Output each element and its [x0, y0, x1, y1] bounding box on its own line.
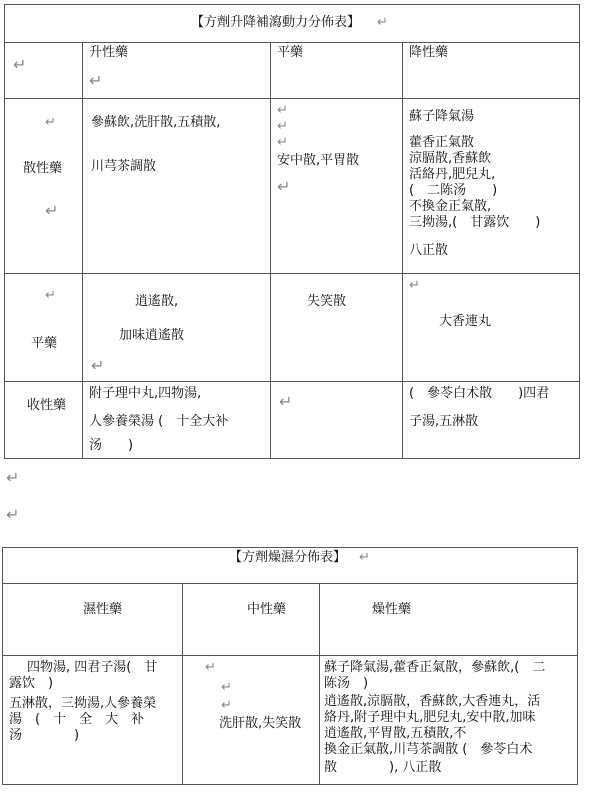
cell-flat-flat	[271, 274, 403, 382]
return-mark-icon: ↵	[205, 660, 216, 675]
return-mark-icon: ↵	[45, 288, 56, 303]
table1-title: 【方劑升降補瀉動力分佈表】	[191, 15, 361, 30]
col-header-dry: 燥性藥	[372, 602, 412, 617]
table2-col-dry	[320, 584, 578, 656]
formula-text: 涼膈散,香蘇飲	[409, 151, 492, 166]
formula-text: 逍遙散,平胃散,五積散,不	[324, 726, 467, 741]
formula-text: 附子理中丸,四物湯,	[89, 386, 202, 401]
col-header-up: 升性藥	[89, 45, 129, 60]
formula-text: 安中散,平胃散	[277, 153, 360, 168]
return-mark-icon: ↵	[221, 680, 232, 695]
table-dry-wet	[2, 547, 578, 785]
formula-text: 加味逍遙散	[119, 328, 185, 343]
formula-text: 子湯,五淋散	[409, 414, 479, 429]
return-mark-icon: ↵	[277, 119, 288, 134]
formula-text: 三拗湯,( 甘露饮 )	[409, 215, 541, 230]
cell-wet	[3, 656, 183, 785]
table1-col-flat	[271, 43, 403, 99]
formula-text: 逍遙散,涼膈散，香蘇飲,大香連丸，活	[324, 694, 541, 709]
formula-text: 人參養榮湯 ( 十全大补	[89, 414, 229, 429]
col-header-flat: 平藥	[277, 45, 304, 60]
return-mark-icon: ↵	[89, 71, 103, 90]
formula-text: 四物湯, 四君子湯( 甘	[27, 660, 158, 675]
formula-text: 散 ), 八正散	[324, 760, 442, 775]
cell-shou-up	[83, 382, 271, 459]
col-header-mid: 中性藥	[247, 602, 287, 617]
row-san-header	[5, 99, 83, 274]
formula-text: 八正散	[409, 243, 449, 258]
return-mark-icon: ↵	[277, 103, 288, 118]
cell-dry	[320, 656, 578, 785]
formula-text: 失笑散	[307, 294, 347, 309]
row-header-flat: 平藥	[31, 336, 58, 351]
row-header-shou: 收性藥	[27, 398, 67, 413]
return-mark-icon: ↵	[6, 468, 20, 487]
table1-corner	[5, 43, 83, 99]
table1-col-up	[83, 43, 271, 99]
formula-text: 逍遙散,	[135, 294, 179, 309]
table-ascend-descend	[4, 4, 580, 459]
formula-text: 參蘇飲,洗肝散,五積散,	[91, 115, 221, 130]
formula-text: 露饮 )	[9, 676, 54, 691]
formula-text: 蘇子降氣湯	[409, 109, 475, 124]
formula-text: 活絡丹,肥兒丸,	[409, 167, 496, 182]
formula-text: 湯 ( 十 全 大 补	[9, 712, 145, 727]
formula-text: 蘇子降氣湯,藿香正氣散，參蘇飲,( 二	[324, 660, 546, 675]
formula-text: ( 參苓白术散 )四君	[409, 386, 550, 401]
formula-text: 不換金正氣散,	[409, 199, 492, 214]
cell-san-down	[403, 99, 580, 274]
return-mark-icon: ↵	[277, 177, 291, 196]
cell-san-up	[83, 99, 271, 274]
table2-col-mid	[183, 584, 320, 656]
return-mark-icon: ↵	[409, 278, 420, 293]
row-shou-header	[5, 382, 83, 459]
formula-text: 絡丹,附子理中丸,肥兒丸,安中散,加味	[324, 710, 536, 725]
formula-text: 陈汤 )	[324, 676, 369, 691]
table2-title-cell	[3, 548, 578, 584]
table1-col-down	[403, 43, 580, 99]
return-mark-icon: ↵	[377, 15, 388, 30]
return-mark-icon: ↵	[359, 550, 370, 565]
cell-mid	[183, 656, 320, 785]
formula-text: 藿香正氣散	[409, 135, 475, 150]
table2-col-wet	[3, 584, 183, 656]
formula-text: 大香連丸	[439, 314, 492, 329]
formula-text: 洗肝散,失笑散	[219, 716, 302, 731]
cell-shou-down	[403, 382, 580, 459]
row-header-san: 散性藥	[23, 161, 63, 176]
formula-text: 川芎茶調散	[91, 159, 157, 174]
formula-text: 汤 )	[89, 438, 134, 453]
cell-flat-down	[403, 274, 580, 382]
formula-text: 換金正氣散,川芎茶調散 ( 參苓白术	[324, 742, 533, 757]
return-mark-icon: ↵	[6, 505, 20, 524]
row-flat-header	[5, 274, 83, 382]
col-header-wet: 濕性藥	[83, 602, 123, 617]
return-mark-icon: ↵	[277, 135, 288, 150]
cell-san-flat	[271, 99, 403, 274]
return-mark-icon: ↵	[221, 698, 232, 713]
formula-text: 汤 )	[9, 728, 80, 743]
return-mark-icon: ↵	[91, 356, 105, 375]
formula-text: 五淋散，三拗湯,人參養榮	[9, 696, 157, 711]
col-header-down: 降性藥	[409, 45, 449, 60]
cell-flat-up	[83, 274, 271, 382]
return-mark-icon: ↵	[45, 201, 59, 220]
table2-title: 【方劑燥濕分佈表】	[229, 550, 347, 565]
return-mark-icon: ↵	[279, 392, 293, 411]
return-mark-icon: ↵	[45, 115, 56, 130]
return-mark-icon: ↵	[13, 55, 27, 74]
table1-title-cell	[5, 5, 580, 43]
formula-text: ( 二陈汤 )	[409, 183, 498, 198]
cell-shou-flat	[271, 382, 403, 459]
